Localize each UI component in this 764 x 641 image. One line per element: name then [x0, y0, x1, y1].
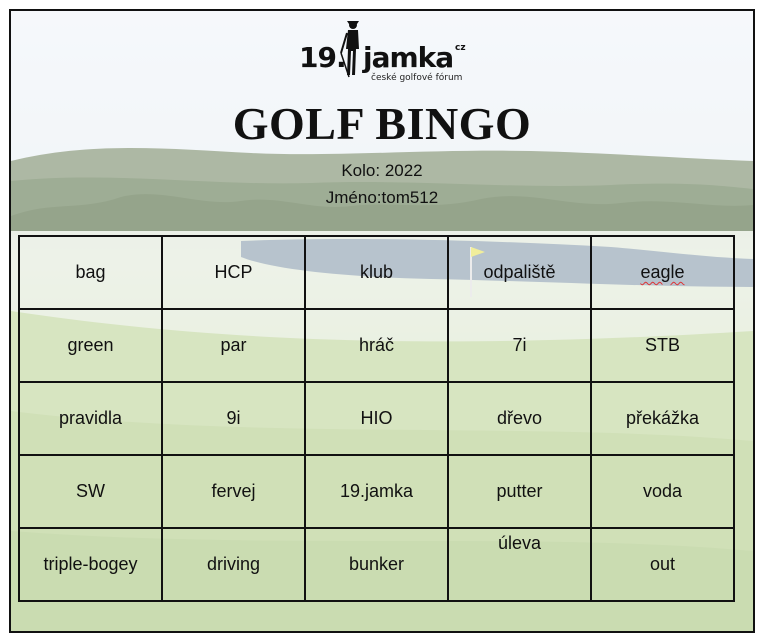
bingo-cell[interactable]: bunker [305, 528, 448, 601]
bingo-cell[interactable]: out [591, 528, 734, 601]
page-title: GOLF BINGO [232, 98, 532, 149]
bingo-card [9, 9, 755, 633]
logo-tld: cz [455, 43, 466, 53]
bingo-cell-label: eagle [640, 262, 685, 282]
bingo-cell[interactable]: triple-bogey [19, 528, 162, 601]
bingo-cell[interactable]: HCP [162, 236, 305, 309]
bingo-row [19, 236, 734, 309]
bingo-cell[interactable]: pravidla [19, 382, 162, 455]
bingo-cell[interactable] [591, 236, 734, 309]
logo-number: 19. [299, 41, 346, 74]
site-logo [295, 19, 475, 89]
player-name-label: Jméno:tom512 [325, 188, 439, 207]
bingo-cell[interactable]: fervej [162, 455, 305, 528]
bingo-row [19, 382, 734, 455]
bingo-cell[interactable]: klub [305, 236, 448, 309]
bingo-cell[interactable]: hráč [305, 309, 448, 382]
bingo-cell[interactable]: voda [591, 455, 734, 528]
bingo-cell[interactable]: putter [448, 455, 591, 528]
bingo-cell[interactable]: 9i [162, 382, 305, 455]
bingo-cell[interactable]: SW [19, 455, 162, 528]
bingo-cell[interactable]: bag [19, 236, 162, 309]
bingo-grid [18, 235, 735, 602]
bingo-cell[interactable]: green [19, 309, 162, 382]
bingo-cell[interactable]: překážka [591, 382, 734, 455]
bingo-row [19, 309, 734, 382]
bingo-cell[interactable]: driving [162, 528, 305, 601]
logo-subtitle: české golfové fórum [371, 73, 463, 83]
bingo-cell[interactable]: 7i [448, 309, 591, 382]
bingo-cell[interactable]: 19.jamka [305, 455, 448, 528]
bingo-row [19, 455, 734, 528]
bingo-cell[interactable]: par [162, 309, 305, 382]
round-label: Kolo: 2022 [341, 161, 423, 180]
bingo-cell[interactable]: odpaliště [448, 236, 591, 309]
bingo-cell[interactable]: HIO [305, 382, 448, 455]
bingo-cell[interactable]: STB [591, 309, 734, 382]
bingo-cell[interactable]: dřevo [448, 382, 591, 455]
bingo-cell[interactable]: úleva [448, 528, 591, 601]
bingo-row [19, 528, 734, 601]
logo-word: jamka [363, 41, 454, 74]
